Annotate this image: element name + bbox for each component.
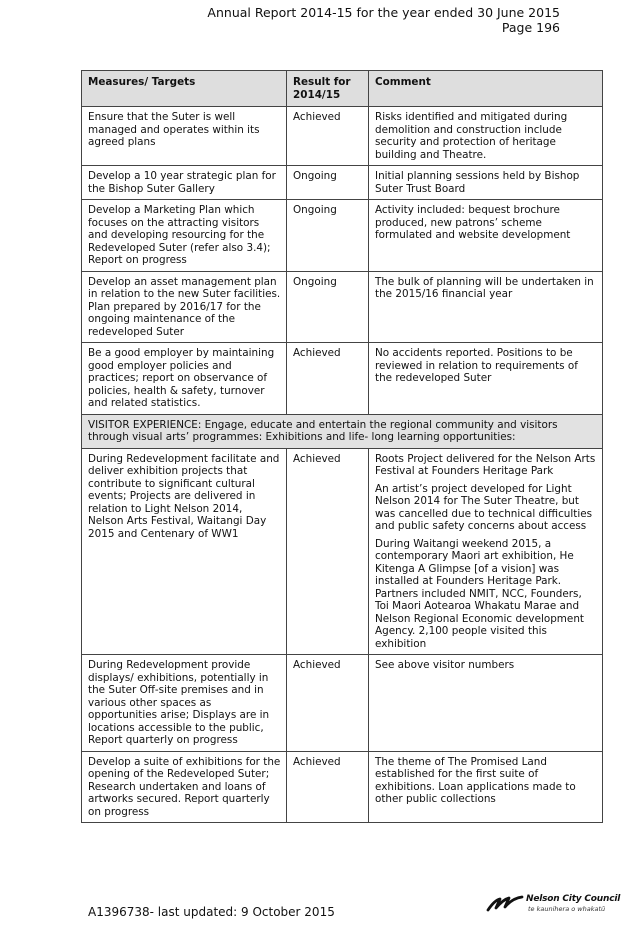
table-row [82,200,603,272]
measure-cell: Develop a suite of exhibitions for the opening of the Redeveloped Suter; Research undertaken and loans of artworks secured. Report quarterly on progress [82,751,287,823]
table-row [82,107,603,166]
measure-cell: During Redevelopment provide displays/ exhibitions, potentially in the Suter Off-site premises and in various other spaces as opportunities arise; Displays are in locations accessible to the public, Report quarterly on progress [82,655,287,752]
comment-cell [369,200,603,272]
column-header-result: Result for 2014/15 [287,71,369,107]
measure-cell: Be a good employer by maintaining good employer policies and practices; report on observance of policies, health & safety, turnover and related statistics. [82,343,287,415]
comment-text: See above visitor numbers [375,659,515,671]
logo-tagline: te kaunihera o whakatū [528,905,606,913]
table-row [82,751,603,823]
result-cell: Ongoing [287,271,369,343]
document-reference: A1396738- last updated: 9 October 2015 [88,905,335,919]
result-cell: Achieved [287,751,369,823]
result-cell: Ongoing [287,166,369,200]
council-logo [486,893,621,915]
comment-text: Risks identified and mitigated during demolition and construction include security and protection of heritage building and Theatre. [375,111,568,161]
result-cell: Achieved [287,107,369,166]
measures-table [81,70,603,823]
table-row [82,655,603,752]
result-cell: Ongoing [287,200,369,272]
comment-cell [369,271,603,343]
section-heading: VISITOR EXPERIENCE: Engage, educate and entertain the regional community and visitors through visual arts’ programmes: Exhibitions and life- long learning opportunities: [82,414,603,448]
comment-text: The theme of The Promised Land established for the first suite of exhibitions. Loan applications made to other public collections [375,755,576,805]
comment-text: The bulk of planning will be undertaken in the 2015/16 financial year [375,275,594,300]
section-row [82,414,603,448]
comment-cell [369,655,603,752]
column-header-measures: Measures/ Targets [82,71,287,107]
column-header-comment: Comment [369,71,603,107]
comment-text: No accidents reported. Positions to be reviewed in relation to requirements of the redeveloped Suter [375,347,578,384]
council-logo-icon [486,895,524,913]
table-row [82,448,603,655]
comment-text: Initial planning sessions held by Bishop Suter Trust Board [375,170,580,195]
measure-cell: Develop a 10 year strategic plan for the Bishop Suter Gallery [82,166,287,200]
measure-cell: Ensure that the Suter is well managed and operates within its agreed plans [82,107,287,166]
result-cell: Achieved [287,343,369,415]
result-cell: Achieved [287,448,369,655]
result-cell: Achieved [287,655,369,752]
page-header [207,5,560,35]
comment-text: Roots Project delivered for the Nelson Arts Festival at Founders Heritage Park [375,452,596,477]
table-row [82,166,603,200]
comment-cell [369,448,603,655]
measure-cell: Develop a Marketing Plan which focuses on the attracting visitors and developing resourcing for the Redeveloped Suter (refer also 3.4); Report on progress [82,200,287,272]
comment-text: An artist’s project developed for Light Nelson 2014 for The Suter Theatre, but was cancelled due to technical difficulties and public safety concerns about access [375,482,593,532]
report-title: Annual Report 2014-15 for the year ended 30 June 2015 [207,5,560,20]
comment-text: During Waitangi weekend 2015, a contemporary Maori art exhibition, He Kitenga A Glimpse [of a vision] was installed at Founders Heritage Park. Partners included NMIT, NCC, Founders, Toi Maori Aotearoa Whakatu Marae and Nelson Regional Economic development Agency. 2,100 people visited this exhibition [375,537,584,650]
table-header-row [82,71,603,107]
logo-name: Nelson City Council [526,894,621,904]
comment-cell [369,166,603,200]
table-row [82,271,603,343]
comment-cell [369,107,603,166]
comment-text: Activity included: bequest brochure produced, new patrons’ scheme formulated and website development [375,204,571,241]
comment-cell [369,751,603,823]
page-number: Page 196 [501,20,560,35]
measure-cell: During Redevelopment facilitate and deliver exhibition projects that contribute to significant cultural events; Projects are delivered in relation to Light Nelson 2014, Nelson Arts Festival, Waitangi Day 2015 and Centenary of WW1 [82,448,287,655]
table-row [82,343,603,415]
comment-cell [369,343,603,415]
measure-cell: Develop an asset management plan in relation to the new Suter facilities. Plan prepared by 2016/17 for the ongoing maintenance of the redeveloped Suter [82,271,287,343]
